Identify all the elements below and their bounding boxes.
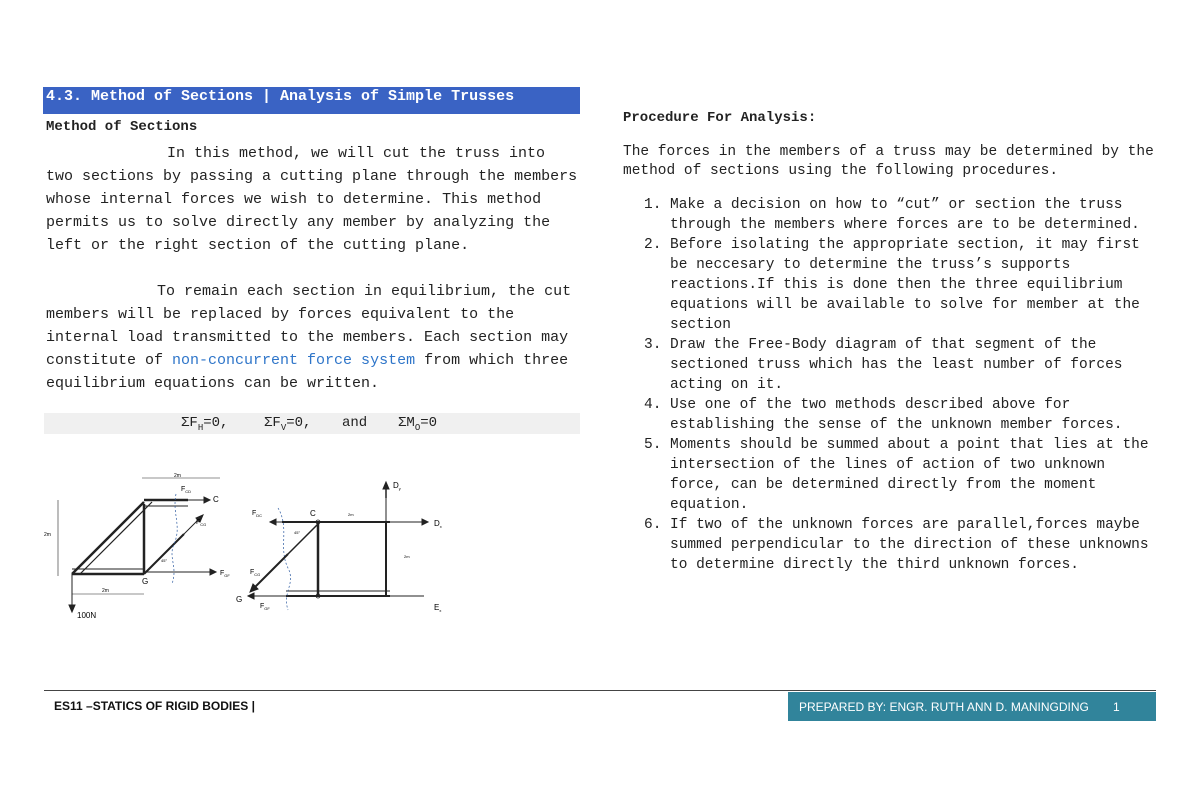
force-dc-label: $F_{DC}$ [252,510,263,518]
load-label: 100N [77,611,97,620]
force-gf-label: $F_{GF}$ [260,603,270,611]
step-number: 5. [644,437,662,453]
procedure-steps [623,195,1163,575]
paragraph-1-text: In this method, we will cut the truss into two sections by passing a cutting plane through the members whose internal forces we wish to determine. This method permits us to solve directly any member by analyzing the left or the right section of the cutting plane. [46,145,578,254]
procedure-step-5 [623,435,1163,515]
procedure-step-2 [623,235,1163,335]
force-dx-label: $D_x$ [434,519,442,529]
joint-g-label: G [142,577,149,586]
force-dy-label: $D_y$ [393,481,401,491]
member-cg [144,534,184,574]
joint-c-label: C [213,495,219,504]
equation-and: and [342,415,368,431]
step-text: If two of the unknown forces are parallel,forces maybe summed perpendicular to the direction of these unknowns to determine directly the third unknown forces. [670,517,1149,573]
load-arrow-head [69,605,75,612]
procedure-step-3 [623,335,1163,395]
force-cg-label: $F_{CG}$ [250,569,261,577]
procedure-intro: The forces in the members of a truss may be determined by the method of sections using the following procedures. [623,144,1154,179]
force-dy-head [383,482,389,489]
force-cg-arrow [254,554,288,588]
paragraph-2 [46,280,580,395]
concurrent-force-link[interactable]: non-concurrent force system [172,352,416,369]
member-diagonal-left-inner [80,502,152,574]
footer-divider [44,690,1156,691]
page-number: 1 [1113,700,1120,714]
subheading: Method of Sections [46,119,198,135]
dim-left-label: 2m [44,532,51,538]
procedure-step-4 [623,395,1163,435]
paragraph-1 [46,142,580,257]
dim-top-label: 2m [348,512,354,517]
step-number: 4. [644,397,662,413]
force-gf-head [210,569,216,575]
force-gf-label: $F_{GF}$ [220,570,230,578]
equation-sum-fv: $\Sigma F_V=0$, [264,415,312,433]
dim-top-label: 2m [174,473,181,479]
angle-label: 45° [161,558,168,563]
member-diagonal-left [72,502,144,574]
procedure-title: Procedure For Analysis: [623,110,817,126]
equation-band [44,413,580,434]
cutting-plane-line [172,494,177,584]
step-text: Moments should be summed about a point that lies at the intersection of the lines of action of two unknown force, can be determined directly from the moment equation. [670,437,1149,513]
paragraph-2-start: To remain each section in equilibrium, the cut members will be replaced by forces equivalent to the internal load transmitted to the members. Each section may constitute of [46,283,572,369]
equation-sum-mo: $\Sigma M_O=0$ [398,415,438,433]
footer-author-bar [788,692,1156,721]
joint-c-label: C [310,509,316,518]
footer-prepared-by: PREPARED BY: ENGR. RUTH ANN D. MANINGDING [799,700,1089,714]
force-dc-head [270,519,276,525]
truss-section-figure-left [44,466,244,626]
angle-label: 45° [294,530,301,535]
procedure-step-1 [623,195,1163,235]
step-number: 2. [644,237,662,253]
force-dx-head [422,519,428,525]
step-text: Before isolating the appropriate section, it may first be neccesary to determine the truss’s supports reactions.If this is done then the three equilibrium equations will be available to solve for member at the section [670,237,1140,333]
step-text: Make a decision on how to “cut” or section the truss through the members where forces are to be determined. [670,197,1140,233]
force-cd-head [204,497,210,503]
step-number: 3. [644,337,662,353]
procedure-step-6 [623,515,1163,575]
equation-sum-fh: $\Sigma F_H=0$, [181,415,229,433]
footer-course: ES11 –STATICS OF RIGID BODIES | [54,699,255,713]
force-gf-head [248,593,254,599]
step-number: 1. [644,197,662,213]
section-title: 4.3. Method of Sections | Analysis of Simple Trusses [43,87,580,114]
dim-right-label: 2m [404,554,410,559]
force-cg-label: $F_{CG}$ [196,519,207,527]
dim-bottom-label: 2m [102,588,109,594]
truss-section-figure-right [234,468,464,626]
joint-g-label: G [236,595,243,604]
force-cd-label: $F_{CD}$ [181,486,192,494]
step-number: 6. [644,517,662,533]
paragraph-2-end: from which three equilibrium equations can be written. [46,352,569,392]
step-text: Use one of the two methods described above for establishing the sense of the unknown member forces. [670,397,1123,433]
force-ex-label: $E_x$ [434,603,442,613]
step-text: Draw the Free-Body diagram of that segment of the sectioned truss which has the least number of forces acting on it. [670,337,1123,393]
member-diagonal [288,524,318,554]
